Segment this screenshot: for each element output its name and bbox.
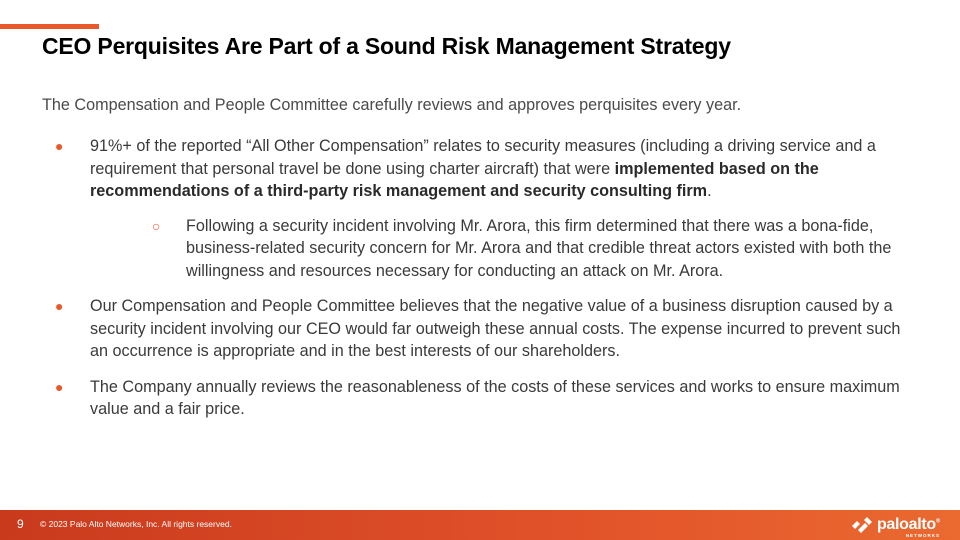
company-logo xyxy=(851,514,940,536)
sub-bullet-marker: ○ xyxy=(152,217,161,234)
bullet-text: 91%+ of the reported “All Other Compensation” relates to security measures (including a driving service and a requirement that personal travel be done using charter aircraft) that were xyxy=(90,137,876,178)
bullet-item-security xyxy=(42,135,922,282)
bullet-item-disruption xyxy=(42,295,922,363)
title-accent-bar xyxy=(0,24,99,29)
paloalto-logo-icon xyxy=(851,517,873,533)
bullet-marker: ● xyxy=(55,138,64,154)
logo-subtext: NETWORKS xyxy=(905,533,940,538)
bullet-marker: ● xyxy=(55,298,64,314)
bullet-list xyxy=(42,135,922,421)
bullet-text: Our Compensation and People Committee believes that the negative value of a business disruption caused by a security incident involving our CEO would far outweigh these annual costs. The expense incurred to prevent such an occurrence is appropriate and in the best interests of our shareholders. xyxy=(90,297,901,360)
page-number: 9 xyxy=(17,517,24,531)
bullet-item-review xyxy=(42,376,922,421)
intro-text: The Compensation and People Committee carefully reviews and approves perquisites every year. xyxy=(42,96,742,114)
sub-bullet-text: Following a security incident involving Mr. Arora, this firm determined that there was a bona-fide, business-related security concern for Mr. Arora and that credible threat actors existed with both the willingness and resources necessary for conducting an attack on Mr. Arora. xyxy=(186,216,892,280)
slide-title: CEO Perquisites Are Part of a Sound Risk Management Strategy xyxy=(42,33,731,59)
bullet-text: The Company annually reviews the reasonableness of the costs of these services and works to ensure maximum value and a fair price. xyxy=(90,377,900,418)
footer-bar xyxy=(0,510,960,540)
copyright-text: © 2023 Palo Alto Networks, Inc. All rights reserved. xyxy=(40,519,232,529)
logo-wordmark: paloalto® NETWORKS xyxy=(876,516,940,538)
bullet-text-end: . xyxy=(707,182,712,200)
bullet-marker: ● xyxy=(55,378,64,395)
bullet-text-emphasis: implemented based on the recommendations of a third-party risk management and security consulting firm xyxy=(90,159,819,200)
sub-bullet-item xyxy=(90,215,922,283)
